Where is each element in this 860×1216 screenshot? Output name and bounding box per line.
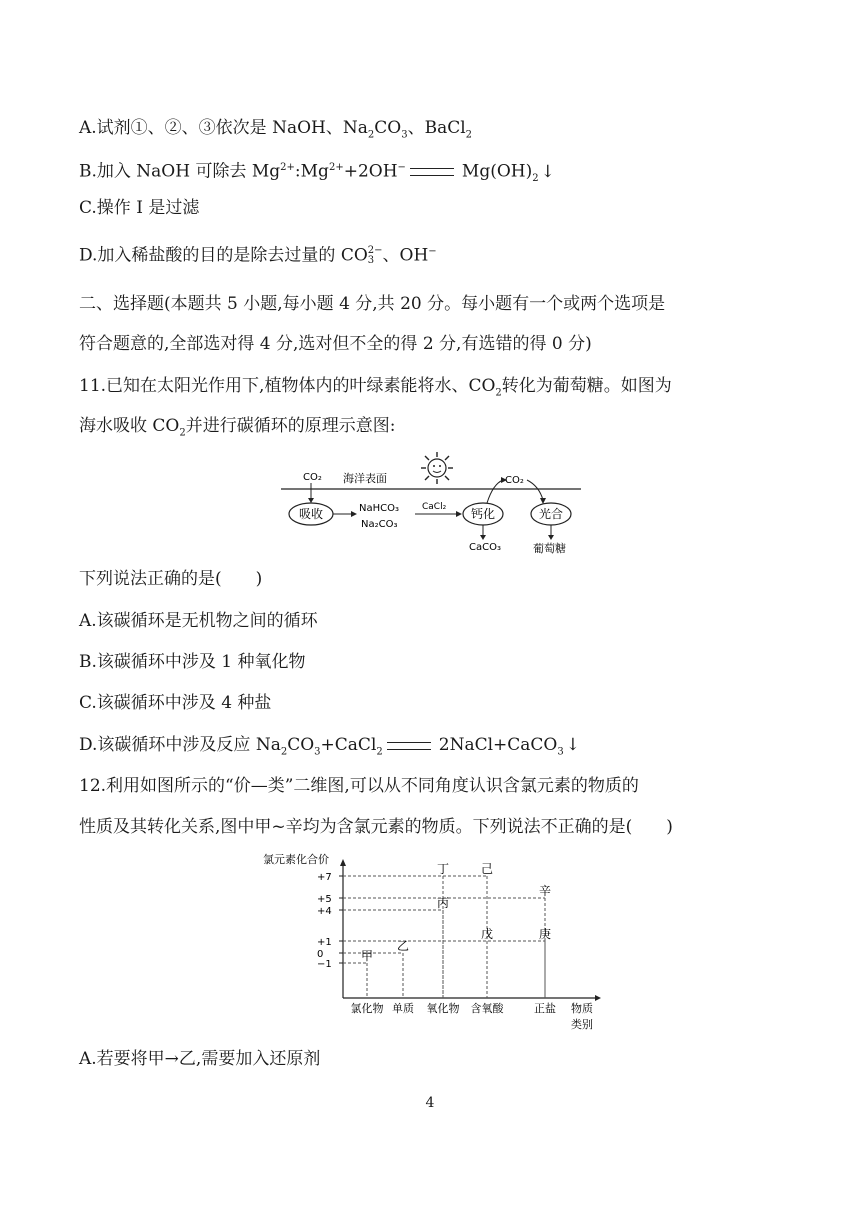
photosynthesis-label: 光合 [539,507,564,521]
point-label-丁: 丁 [437,862,450,876]
q11-option-c: C.该碳循环中涉及 4 种盐 [79,693,272,713]
y-tick-label: 0 [317,949,324,960]
q10-option-c: C.操作 Ⅰ 是过滤 [79,198,200,218]
q11-option-d: D.该碳循环中涉及反应 $Na_2CO_3+CaCl_2$ 2NaCl+CaCO$_3$ ↓ [79,735,580,758]
q11-question: 下列说法正确的是( ) [79,569,263,589]
glucose-label: 葡萄糖 [533,542,566,555]
q11-stem-line1: 11.已知在太阳光作用下,植物体内的叶绿素能将水、$CO_2$转化为葡萄糖。如图为 [79,376,672,399]
na2co3-label: Na₂CO₃ [361,519,398,530]
point-label-庚: 庚 [539,927,552,941]
q12-option-a: A.若要将甲→乙,需要加入还原剂 [79,1049,321,1069]
point-label-乙: 乙 [397,939,410,953]
valence-class-chart [255,850,615,1035]
x-category-label: 单质 [392,1002,414,1015]
x-category-label: 氧化物 [426,1002,460,1015]
page-number: 4 [425,1095,435,1111]
q10-option-b: B.加入 NaOH 可除去 $Mg^{2+}:Mg^{2+}+2OH^-$ $Mg(OH)_2$ ↓ [79,161,555,185]
co2-left-label: CO₂ [303,472,322,483]
equals-sign [410,168,454,176]
q12-stem-line2: 性质及其转化关系,图中甲~辛均为含氯元素的物质。下列说法不正确的是( ) [79,817,673,837]
calcify-label: 钙化 [471,507,496,521]
section-heading-line2: 符合题意的,全部选对得 4 分,选对但不全的得 2 分,有选错的得 0 分) [79,334,592,354]
point-label-己: 己 [481,862,494,876]
q10-option-d: D.加入稀盐酸的目的是除去过量的 CO 2− 3 、OH− [79,245,437,267]
sun-icon [421,452,453,484]
y-tick-label: +4 [317,906,332,917]
q12-stem-line1: 12.利用如图所示的“价—类”二维图,可以从不同角度认识含氯元素的物质的 [79,776,639,796]
x-category-label: 含氧酸 [470,1002,504,1015]
co2-right-label: CO₂ [505,475,524,486]
absorb-label: 吸收 [299,507,324,521]
x-category-label: 氯化物 [350,1002,384,1015]
caco3-label: CaCO₃ [469,542,501,553]
q11-option-b: B.该碳循环中涉及 1 种氧化物 [79,652,306,672]
equals-sign [387,742,431,750]
y-tick-label: −1 [317,959,332,970]
cacl2-label: CaCl₂ [422,502,447,512]
chart-xlabel-1: 物质 [571,1002,593,1015]
point-label-甲: 甲 [361,949,374,963]
point-label-辛: 辛 [539,884,552,898]
point-label-丙: 丙 [437,896,450,910]
y-tick-label: +1 [317,937,332,948]
q11-option-a: A.该碳循环是无机物之间的循环 [79,611,318,631]
chart-xlabel-2: 类别 [571,1018,593,1031]
section-heading-line1: 二、选择题(本题共 5 小题,每小题 4 分,共 20 分。每小题有一个或两个选项是 [79,294,666,314]
q10-option-a: A.试剂①、②、③依次是 NaOH、$Na_2CO_3$、BaCl$_2$ [79,118,473,141]
chart-ylabel: 氯元素化合价 [263,853,329,866]
y-tick-label: +7 [317,872,332,883]
ocean-surface-label: 海洋表面 [343,472,387,485]
q11-stem-line2: 海水吸收 $CO_2$并进行碳循环的原理示意图: [79,416,396,439]
point-label-戊: 戊 [481,927,494,941]
nahco3-label: NaHCO₃ [359,503,399,514]
y-tick-label: +5 [317,894,332,905]
carbon-cycle-diagram [275,450,595,560]
x-category-label: 正盐 [534,1002,556,1015]
